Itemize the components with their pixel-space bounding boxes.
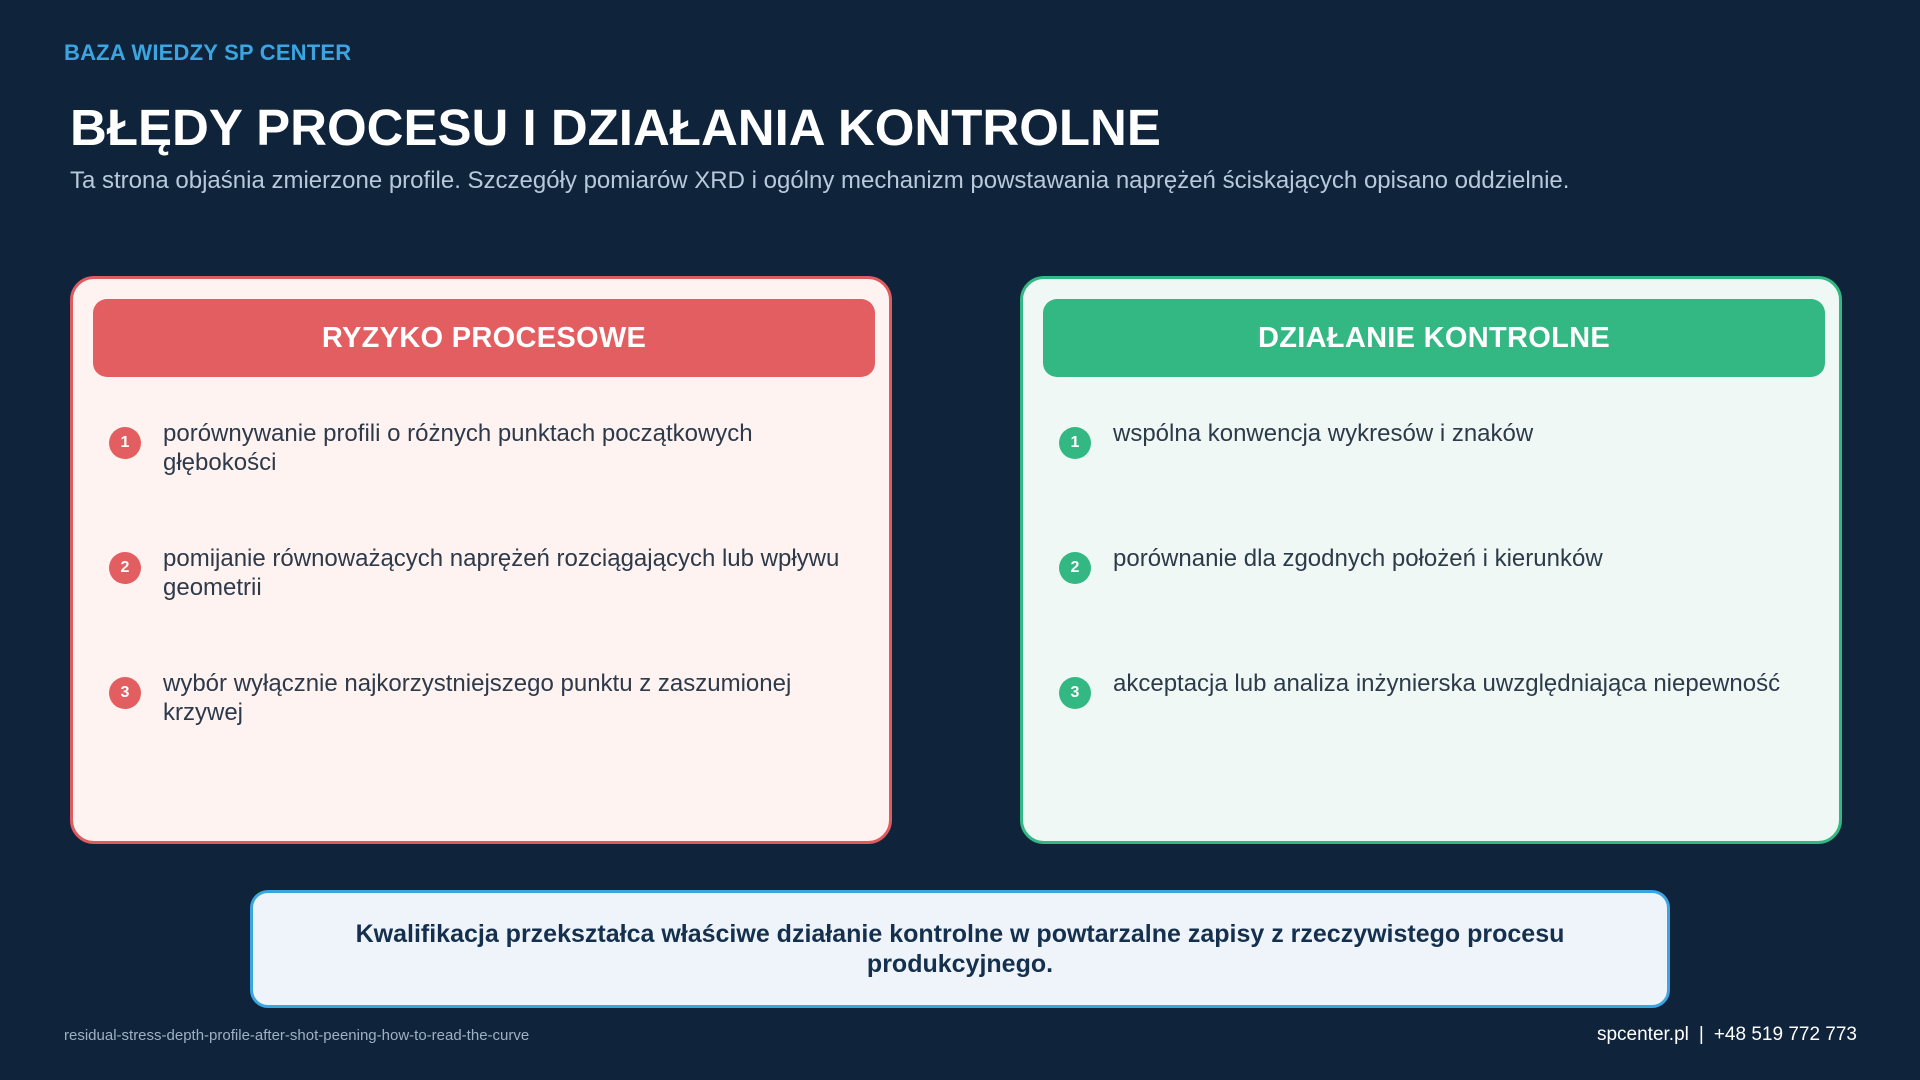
risk-item-text: pomijanie równoważących naprężeń rozciągających lub wpływu geometrii [163, 545, 840, 601]
footer-contact [1597, 1024, 1857, 1046]
control-item-text: porównanie dla zgodnych położeń i kierunków [1113, 545, 1603, 572]
control-panel [1020, 276, 1842, 844]
number-badge: 2 [109, 552, 141, 584]
footer-separator: | [1698, 1024, 1704, 1045]
risk-panel [70, 276, 892, 844]
phone-number[interactable]: +48 519 772 773 [1713, 1024, 1857, 1045]
risk-item-text: wybór wyłącznie najkorzystniejszego punktu z zaszumionej krzywej [163, 670, 792, 726]
number-badge: 2 [1059, 552, 1091, 584]
number-badge: 3 [109, 677, 141, 709]
number-badge: 1 [109, 427, 141, 459]
page-slug: residual-stress-depth-profile-after-shot-peening-how-to-read-the-curve [64, 1027, 530, 1044]
number-badge: 1 [1059, 427, 1091, 459]
brand-label: BAZA WIEDZY SP CENTER [64, 40, 352, 65]
page-title: BŁĘDY PROCESU I DZIAŁANIA KONTROLNE [70, 99, 1161, 156]
control-panel-header: DZIAŁANIE KONTROLNE [1043, 299, 1825, 377]
page-subtitle: Ta strona objaśnia zmierzone profile. Szczegóły pomiarów XRD i ogólny mechanizm powstawania naprężeń ściskających opisano oddzielnie. [70, 167, 1570, 194]
control-item-text: wspólna konwencja wykresów i znaków [1113, 420, 1534, 447]
website-link[interactable]: spcenter.pl [1596, 1024, 1689, 1045]
number-badge: 3 [1059, 677, 1091, 709]
control-item-text: akceptacja lub analiza inżynierska uwzględniająca niepewność [1113, 670, 1781, 697]
risk-panel-header: RYZYKO PROCESOWE [93, 299, 875, 377]
risk-item-text: porównywanie profili o różnych punktach początkowych głębokości [163, 420, 753, 476]
summary-banner [250, 890, 1670, 1008]
summary-text: Kwalifikacja przekształca właściwe działanie kontrolne w powtarzalne zapisy z rzeczywistego procesu produkcyjnego. [355, 920, 1565, 978]
